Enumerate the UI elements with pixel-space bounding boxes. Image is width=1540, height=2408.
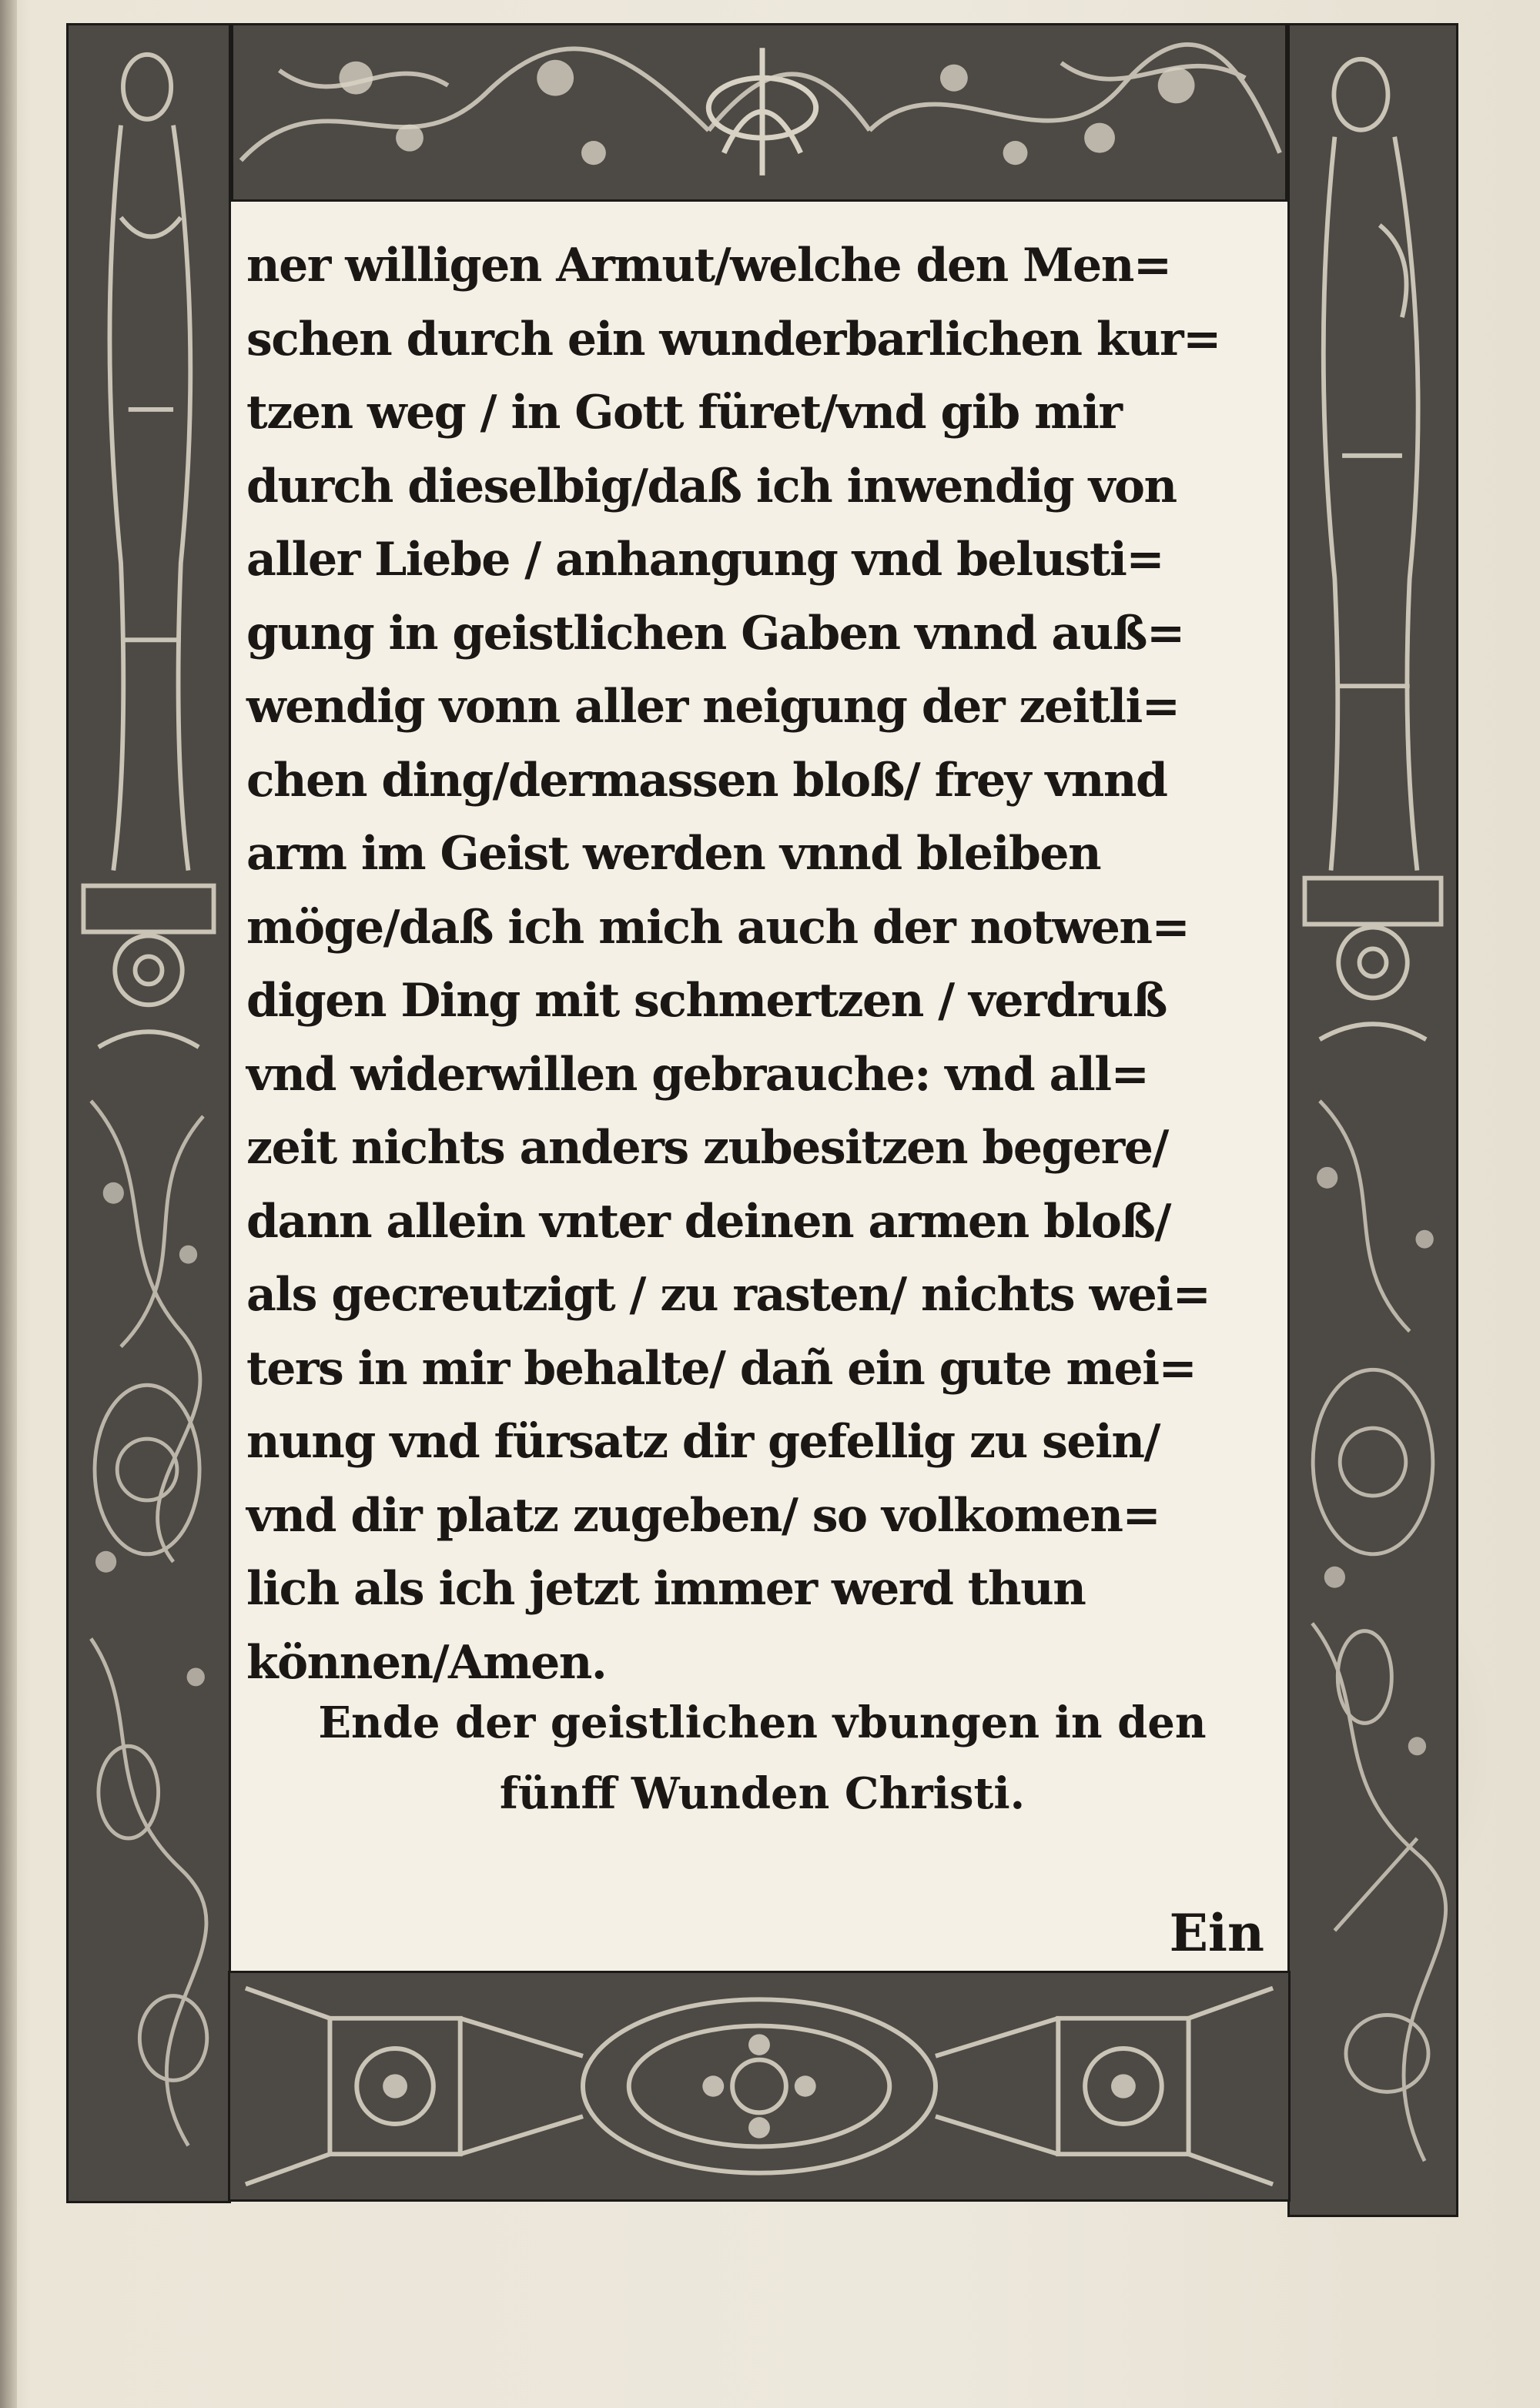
text-line: vnd widerwillen gebrauche: vnd all= xyxy=(246,1047,1149,1102)
text-line: arm im Geist werden vnnd bleiben xyxy=(246,827,1101,881)
woodcut-top-border xyxy=(231,23,1287,202)
text-line: als gecreutzigt / zu rasten/ nichts wei= xyxy=(246,1268,1210,1322)
text-line: lich als ich jetzt immer werd thun xyxy=(246,1562,1086,1616)
saint-and-foliage-ornament xyxy=(1290,25,1456,2215)
woodcut-right-border xyxy=(1287,23,1458,2217)
floral-vine-ornament xyxy=(233,25,1285,199)
text-line: durch dieselbig/daß ich inwendig von xyxy=(246,459,1177,513)
closing-heading xyxy=(246,1687,1278,1829)
text-line: zeit nichts anders zubesitzen begere/ xyxy=(246,1121,1168,1175)
text-line: schen durch ein wunderbarlichen kur= xyxy=(246,312,1220,366)
text-line: dann allein vnter deinen armen bloß/ xyxy=(246,1194,1170,1249)
text-line: ters in mir behalte/ dañ ein gute mei= xyxy=(246,1341,1197,1396)
text-line: tzen weg / in Gott füret/vnd gib mir xyxy=(246,386,1122,440)
text-line: gung in geistlichen Gaben vnnd auß= xyxy=(246,606,1184,661)
woodcut-left-border xyxy=(66,23,231,2203)
rosette-ornament xyxy=(230,1973,1288,2199)
catchword: Ein xyxy=(1169,1903,1264,1963)
text-line: aller Liebe / anhangung vnd belusti= xyxy=(246,533,1164,587)
text-line: möge/daß ich mich auch der notwen= xyxy=(246,900,1190,955)
closing-line: fünff Wunden Christi. xyxy=(499,1768,1026,1819)
text-line: chen ding/dermassen bloß/ frey vnnd xyxy=(246,753,1167,808)
text-line: wendig vonn aller neigung der zeitli= xyxy=(246,680,1180,734)
closing-line: Ende der geistlichen vbungen in den xyxy=(318,1697,1207,1748)
page-gutter xyxy=(0,0,17,2408)
text-line: können/Amen. xyxy=(246,1635,607,1690)
text-line: ner willigen Armut/welche den Men= xyxy=(246,239,1171,293)
text-line: nung vnd fürsatz dir gefellig zu sein/ xyxy=(246,1415,1160,1469)
text-block xyxy=(231,202,1287,1971)
text-line: digen Ding mit schmertzen / verdruß xyxy=(246,974,1167,1028)
prayer-text xyxy=(246,229,1278,1700)
figure-and-foliage-ornament xyxy=(69,25,229,2201)
woodcut-bottom-border xyxy=(228,1971,1291,2202)
text-line: vnd dir platz zugeben/ so volkomen= xyxy=(246,1488,1160,1543)
